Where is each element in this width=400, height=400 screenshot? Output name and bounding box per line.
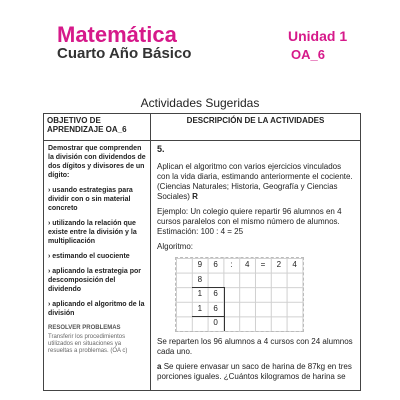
objective-item: › aplicando la estrategia por descomposición del dividendo — [48, 268, 141, 293]
algorithm-subtract-line — [192, 287, 224, 288]
example-text — [157, 207, 354, 237]
algorithm-digit: 1 — [197, 303, 203, 313]
resolver-title: RESOLVER PROBLEMAS — [48, 325, 121, 331]
next-problem-label: a — [157, 362, 162, 371]
objective-item: › usando estrategias para dividir con o sin material concreto — [48, 187, 133, 212]
algorithm-digit: 0 — [213, 318, 218, 328]
algorithm-digit: : — [230, 260, 233, 269]
algorithm-digit: 6 — [213, 289, 218, 299]
algorithm-digit: = — [260, 260, 266, 269]
example-sentence: Ejemplo: Un colegio quiere repartir 96 alumnos en 4 cursos paralelos con el mismo número de alumnos. — [157, 207, 342, 226]
grade-subtitle: Cuarto Año Básico — [57, 45, 192, 62]
estimation-text: Estimación: 100 : 4 = 25 — [157, 227, 244, 236]
description-cell — [151, 141, 361, 391]
activity-number: 5. — [157, 144, 165, 154]
algorithm-divider-line — [224, 287, 225, 331]
algorithm-grid — [175, 257, 304, 332]
algorithm-subtract-line — [192, 316, 224, 317]
resolver-text: Transferir los procedimientos utilizados en situaciones ya resueltas a problemas. (OA c) — [48, 334, 128, 354]
activities-table — [43, 113, 361, 391]
unit-label: Unidad 1 — [288, 28, 348, 44]
subject-title: Matemática — [57, 22, 177, 47]
result-text: Se reparten los 96 alumnos a 4 cursos con 24 alumnos cada uno. — [157, 337, 353, 356]
objective-header: OBJETIVO DE APRENDIZAJE OA_6 — [44, 114, 151, 141]
activity-intro — [157, 162, 354, 202]
oa-label: OA_6 — [291, 47, 325, 62]
algorithm-digit: 4 — [292, 260, 297, 269]
algorithm-digit: 6 — [213, 260, 218, 269]
algorithm-digit: 2 — [276, 260, 282, 269]
activity-intro-text: Aplican el algoritmo con varios ejercicios vinculados con la vida diaria, estimando anteriormente el cociente. (Ciencias Naturales; Historia, Geografía y Ciencias Sociales) — [157, 162, 353, 201]
objective-cell — [44, 141, 151, 391]
description-header: DESCRIPCIÓN DE LA ACTIVIDADES — [151, 114, 361, 141]
objective-item: › estimando el cuociente — [48, 253, 130, 260]
next-problem — [157, 362, 354, 382]
activity-intro-tag: R — [192, 192, 198, 201]
algorithm-digit: 1 — [197, 289, 203, 299]
objective-item: › aplicando el algoritmo de la división — [48, 301, 145, 317]
algorithm-digit: 8 — [197, 274, 203, 284]
algorithm-digit: 4 — [244, 260, 250, 269]
section-heading: Actividades Sugeridas — [140, 96, 260, 110]
objective-item: › utilizando la relación que existe entre la división y la multiplicación — [48, 220, 137, 245]
algorithm-digit: 6 — [213, 303, 218, 313]
algorithm-digit: 9 — [197, 260, 203, 269]
algorithm-label: Algoritmo: — [157, 242, 194, 251]
objective-item: Demostrar que comprenden la división con dividendos de dos dígitos y divisores de un dígito: — [48, 145, 146, 179]
next-problem-text: Se quiere envasar un saco de harina de 87kg en tres porciones iguales. ¿Cuántos kilogramos de harina se — [157, 362, 352, 381]
